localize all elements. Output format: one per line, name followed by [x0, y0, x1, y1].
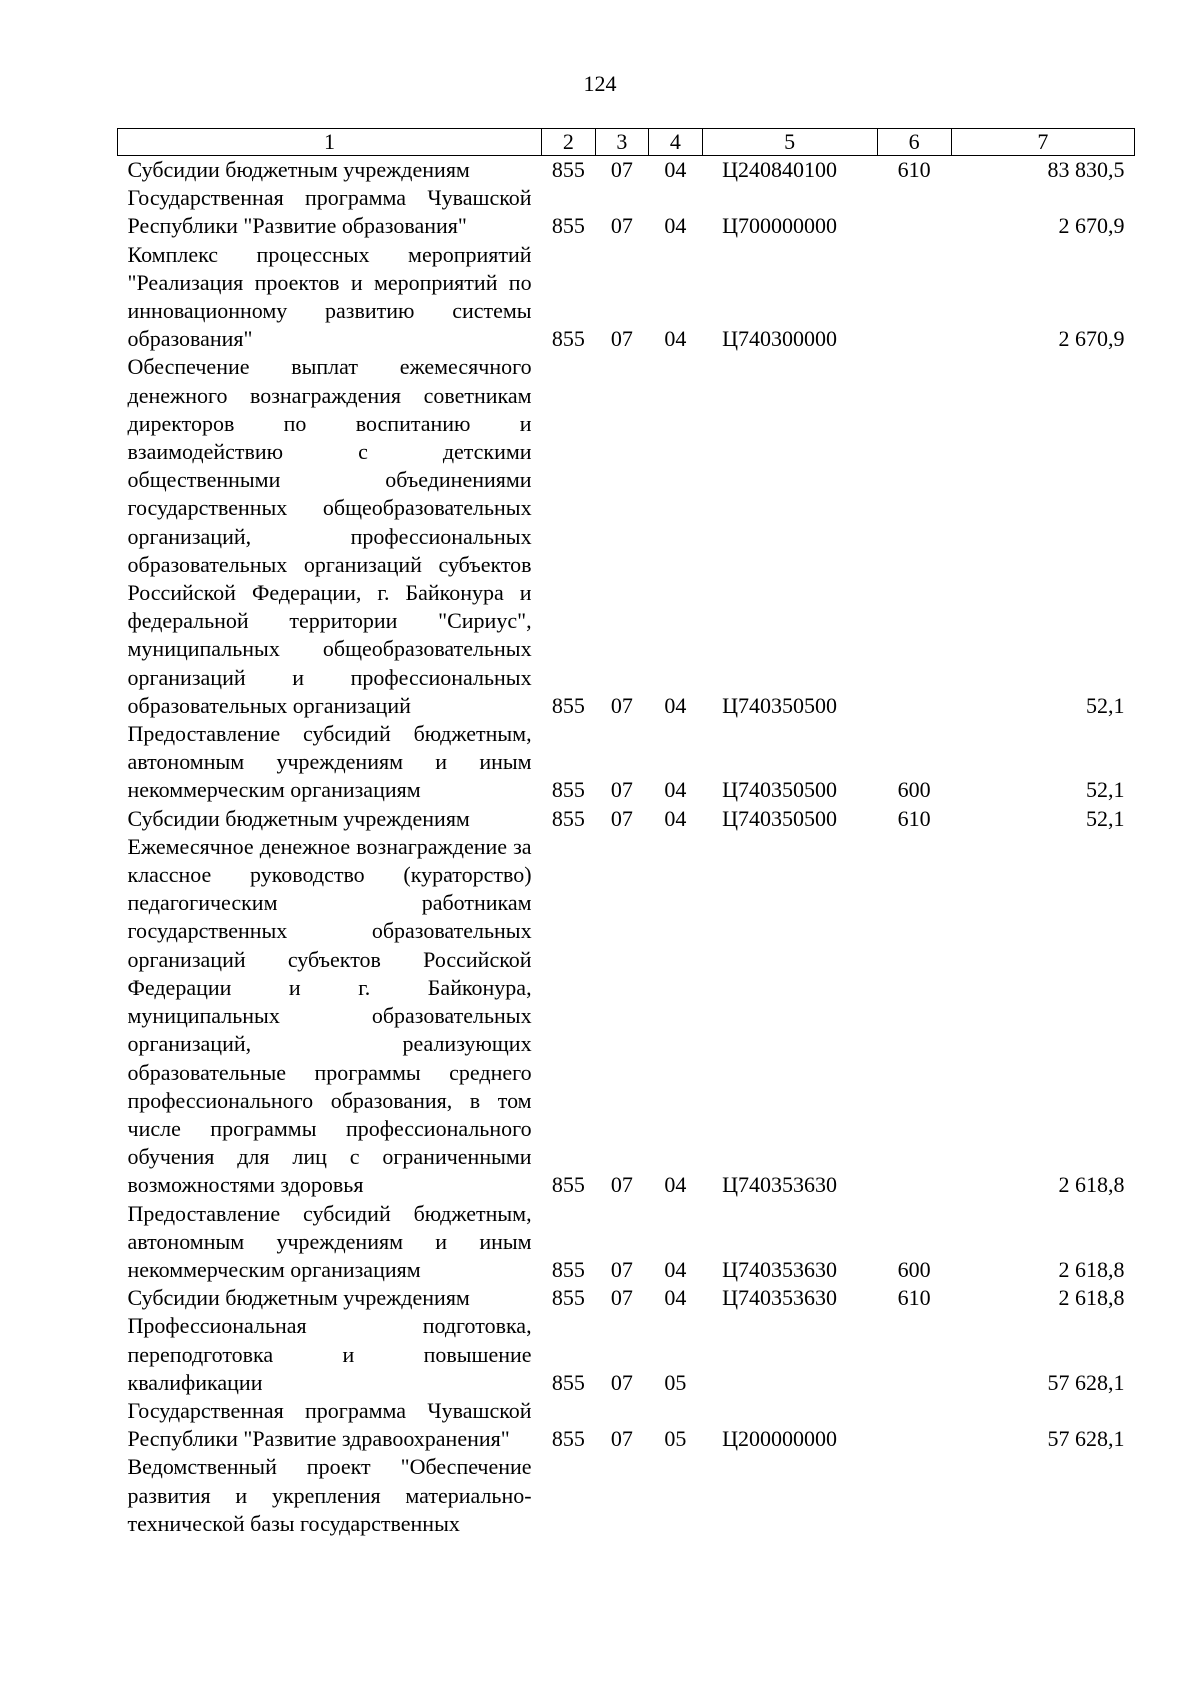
- cell-target-article: Ц740350500: [722, 805, 838, 831]
- cell-section: 07: [610, 326, 633, 352]
- table-row: [118, 241, 1135, 354]
- cell-amount: 2 670,9: [1058, 213, 1125, 239]
- cell-target-article: Ц200000000: [722, 1426, 838, 1452]
- cell-target-article: [702, 1312, 877, 1397]
- cell-amount: [951, 1453, 1134, 1538]
- header-row: [118, 129, 1135, 156]
- column-header: 6: [877, 129, 951, 156]
- table-row: [118, 720, 1135, 805]
- cell-amount: 57 628,1: [1047, 1426, 1125, 1452]
- row-name: Комплекс процессных мероприятий "Реализация проектов и мероприятий по инновационному развитию системы образования": [127, 241, 532, 352]
- row-name: Государственная программа Чувашской Республики "Развитие здравоохранения": [127, 1397, 532, 1452]
- cell-grbs: [542, 1453, 596, 1538]
- row-name: Субсидии бюджетным учреждениям: [127, 1285, 470, 1311]
- row-name: Ведомственный проект "Обеспечение развития и укрепления материально-технической базы государственных: [127, 1454, 532, 1536]
- column-header: 5: [702, 129, 877, 156]
- cell-target-article: Ц740300000: [722, 326, 838, 352]
- cell-expense-type: [877, 833, 951, 1200]
- cell-expense-type: 600: [897, 777, 931, 803]
- cell-section: [595, 1453, 649, 1538]
- cell-expense-type: [877, 184, 951, 240]
- table-row: [118, 805, 1135, 833]
- cell-grbs: 855: [551, 1369, 585, 1395]
- cell-amount: 2 670,9: [1058, 326, 1125, 352]
- cell-section: 07: [610, 805, 633, 831]
- cell-target-article: Ц740350500: [722, 692, 838, 718]
- cell-grbs: 855: [551, 213, 585, 239]
- cell-grbs: 855: [551, 1426, 585, 1452]
- cell-subsection: 05: [664, 1369, 687, 1395]
- cell-target-article: Ц740353630: [722, 1256, 838, 1282]
- cell-subsection: 04: [664, 777, 687, 803]
- cell-expense-type: [877, 1312, 951, 1397]
- row-name: Государственная программа Чувашской Республики "Развитие образования": [127, 185, 532, 239]
- cell-expense-type: 610: [897, 805, 931, 831]
- cell-grbs: 855: [551, 1256, 585, 1282]
- column-header: 1: [118, 129, 542, 156]
- row-name: Обеспечение выплат ежемесячного денежного вознаграждения советникам директоров по воспитанию и взаимодействию с детскими общественными объединениями государственных общеобразовательных организаций, профессиональных образовательных организаций субъектов Российской Федерации, г. Байконура и федеральной территории "Сириус", муниципальных общеобразовательных организаций и профессиональных образовательных организаций: [127, 354, 532, 718]
- cell-section: 07: [610, 777, 633, 803]
- cell-section: 07: [610, 157, 633, 182]
- cell-subsection: 04: [664, 692, 687, 718]
- table-body: [118, 156, 1135, 1538]
- cell-target-article: Ц240840100: [722, 157, 838, 182]
- cell-grbs: 855: [551, 326, 585, 352]
- cell-section: 07: [610, 1285, 633, 1311]
- cell-subsection: 04: [664, 157, 687, 182]
- cell-amount: 52,1: [1086, 805, 1125, 831]
- cell-section: 07: [610, 1256, 633, 1282]
- row-name: Субсидии бюджетным учреждениям: [127, 157, 470, 182]
- table-row: [118, 1312, 1135, 1397]
- cell-subsection: 04: [664, 213, 687, 239]
- cell-expense-type: [877, 1397, 951, 1453]
- cell-subsection: 04: [664, 1285, 687, 1311]
- cell-grbs: 855: [551, 1172, 585, 1198]
- budget-table: [117, 128, 1135, 1538]
- table-row: [118, 184, 1135, 240]
- table-row: [118, 353, 1135, 720]
- cell-expense-type: 610: [897, 1285, 931, 1311]
- cell-subsection: 05: [664, 1426, 687, 1452]
- page-number: 124: [583, 71, 617, 96]
- table-row: [118, 833, 1135, 1200]
- cell-target-article: [702, 1453, 877, 1538]
- cell-expense-type: [877, 241, 951, 354]
- table-row: [118, 1200, 1135, 1285]
- cell-grbs: 855: [551, 1285, 585, 1311]
- cell-subsection: 04: [664, 805, 687, 831]
- cell-amount: 52,1: [1086, 777, 1125, 803]
- cell-section: 07: [610, 1369, 633, 1395]
- table-header: [118, 129, 1135, 156]
- column-header: 2: [542, 129, 596, 156]
- column-header: 3: [595, 129, 649, 156]
- table-row: [118, 1453, 1135, 1538]
- cell-subsection: [649, 1453, 703, 1538]
- cell-grbs: 855: [551, 157, 585, 182]
- cell-grbs: 855: [551, 777, 585, 803]
- row-name: Ежемесячное денежное вознаграждение за классное руководство (кураторство) педагогическим работникам государственных образовательных организаций субъектов Российской Федерации и г. Байконура, муниципальных образовательных организаций, реализующих образовательные программы среднего профессионального образования, в том числе программы профессионального обучения для лиц с ограниченными возможностями здоровья: [127, 833, 532, 1198]
- cell-target-article: Ц740353630: [722, 1285, 838, 1311]
- row-name: Предоставление субсидий бюджетным, автономным учреждениям и иным некоммерческим организациям: [127, 721, 532, 803]
- cell-amount: 57 628,1: [1047, 1369, 1125, 1395]
- row-name: Предоставление субсидий бюджетным, автономным учреждениям и иным некоммерческим организациям: [127, 1200, 532, 1282]
- table-row: [118, 1284, 1135, 1312]
- row-name: Субсидии бюджетным учреждениям: [127, 805, 470, 831]
- cell-grbs: 855: [551, 805, 585, 831]
- cell-amount: 2 618,8: [1058, 1172, 1125, 1198]
- row-name: Профессиональная подготовка, переподготовка и повышение квалификации: [127, 1313, 532, 1395]
- cell-expense-type: [877, 353, 951, 720]
- cell-target-article: Ц740350500: [722, 777, 838, 803]
- table-row: [118, 1397, 1135, 1453]
- cell-expense-type: [877, 1453, 951, 1538]
- cell-section: 07: [610, 692, 633, 718]
- cell-grbs: 855: [551, 692, 585, 718]
- cell-target-article: Ц740353630: [722, 1172, 838, 1198]
- cell-amount: 83 830,5: [1047, 157, 1125, 182]
- cell-amount: 2 618,8: [1058, 1256, 1125, 1282]
- cell-subsection: 04: [664, 1172, 687, 1198]
- cell-target-article: Ц700000000: [722, 213, 838, 239]
- cell-section: 07: [610, 1426, 633, 1452]
- cell-section: 07: [610, 213, 633, 239]
- cell-section: 07: [610, 1172, 633, 1198]
- cell-amount: 2 618,8: [1058, 1285, 1125, 1311]
- column-header: 4: [649, 129, 703, 156]
- cell-expense-type: 600: [897, 1256, 931, 1282]
- cell-amount: 52,1: [1086, 692, 1125, 718]
- cell-subsection: 04: [664, 326, 687, 352]
- table-row: [118, 156, 1135, 185]
- column-header: 7: [951, 129, 1134, 156]
- cell-subsection: 04: [664, 1256, 687, 1282]
- cell-expense-type: 610: [897, 157, 931, 182]
